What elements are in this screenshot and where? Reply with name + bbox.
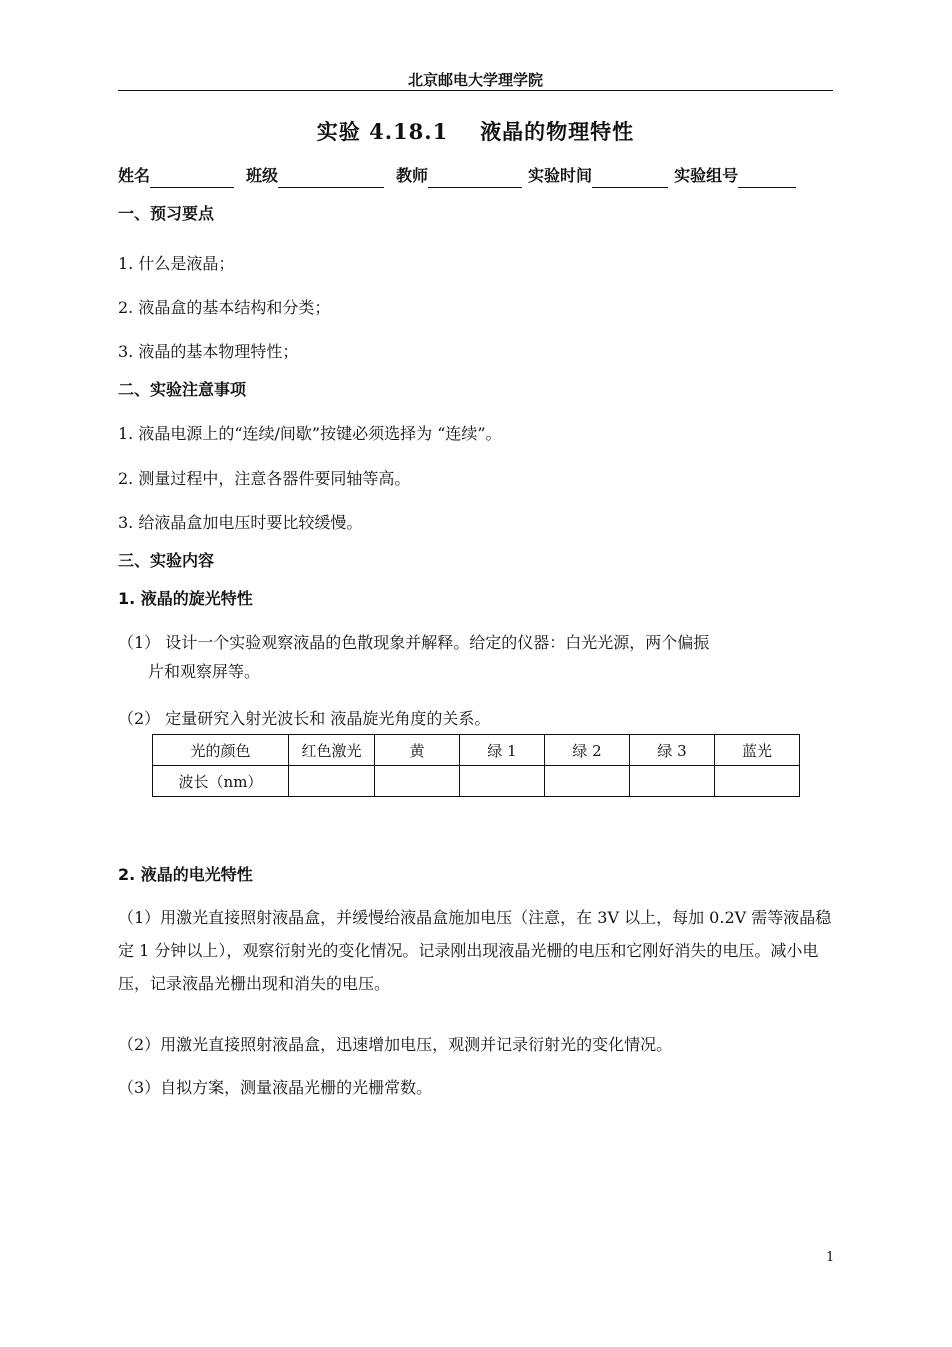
- part-1-item-2: （2） 定量研究入射光波长和 液晶旋光角度的关系。: [118, 709, 491, 728]
- time-blank: [592, 169, 668, 188]
- teacher-blank: [428, 169, 522, 188]
- experiment-title: [118, 118, 833, 146]
- prep-item-3: 3. 液晶的基本物理特性；: [118, 342, 299, 361]
- wavelength-table: [152, 734, 800, 797]
- part-2-heading: 2. 液晶的电光特性: [118, 865, 253, 884]
- part-1-item-1-line-2: 片和观察屏等。: [148, 662, 261, 681]
- table-empty-cell: [289, 766, 375, 797]
- part-1-heading: 1. 液晶的旋光特性: [118, 589, 253, 608]
- part-2-item-2: （2）用激光直接照射液晶盒，迅速增加电压，观测并记录衍射光的变化情况。: [118, 1035, 673, 1054]
- prep-item-1: 1. 什么是液晶；: [118, 254, 235, 273]
- page-number: 1: [826, 1250, 835, 1265]
- table-row: [153, 766, 800, 797]
- table-header-cell: 红色激光: [289, 735, 375, 766]
- table-header-cell: 绿 3: [630, 735, 715, 766]
- section-2-heading: 二、实验注意事项: [118, 380, 247, 399]
- teacher-label: 教师: [396, 166, 429, 185]
- part-1-item-1: [118, 628, 834, 686]
- caution-item-1: 1. 液晶电源上的“连续/间歇”按键必须选择为 “连续”。: [118, 424, 502, 443]
- table-header-cell: 蓝光: [715, 735, 800, 766]
- table-empty-cell: [715, 766, 800, 797]
- part-2-item-1: （1）用激光直接照射液晶盒，并缓慢给液晶盒施加电压（注意，在 3V 以上，每加 0.2V 需等液晶稳定 1 分钟以上），观察衍射光的变化情况。记录刚出现液晶光栅的电压和它刚好消失的电压。减小电压，记录液晶光栅出现和消失的电压。: [118, 908, 832, 993]
- table-row: [153, 735, 800, 766]
- table-header-cell: 黄: [375, 735, 460, 766]
- table-header-cell: 绿 1: [460, 735, 545, 766]
- class-blank: [278, 169, 384, 188]
- table-empty-cell: [630, 766, 715, 797]
- student-info-row: [118, 164, 833, 188]
- table-header-cell: 光的颜色: [153, 735, 289, 766]
- part-2-item-3: （3）自拟方案，测量液晶光栅的光栅常数。: [118, 1078, 433, 1097]
- time-label: 实验时间: [528, 166, 593, 185]
- name-blank: [150, 169, 234, 188]
- page-header: 北京邮电大学理学院: [118, 70, 833, 91]
- part-1-item-1-line-1: （1） 设计一个实验观察液晶的色散现象并解释。给定的仪器：白光光源，两个偏振: [118, 633, 710, 652]
- section-1-heading: 一、预习要点: [118, 204, 215, 223]
- table-header-cell: 绿 2: [545, 735, 630, 766]
- table-empty-cell: [375, 766, 460, 797]
- table-empty-cell: [545, 766, 630, 797]
- experiment-name: 液晶的物理特性: [480, 119, 635, 144]
- caution-item-2: 2. 测量过程中，注意各器件要同轴等高。: [118, 469, 411, 488]
- caution-item-3: 3. 给液晶盒加电压时要比较缓慢。: [118, 513, 363, 532]
- section-3-heading: 三、实验内容: [118, 551, 215, 570]
- table-row-label: 波长（nm）: [153, 766, 289, 797]
- class-label: 班级: [246, 166, 279, 185]
- prep-item-2: 2. 液晶盒的基本结构和分类；: [118, 298, 331, 317]
- experiment-number: 实验 4.18.1: [316, 119, 449, 144]
- group-label: 实验组号: [674, 166, 739, 185]
- table-empty-cell: [460, 766, 545, 797]
- group-blank: [738, 169, 796, 188]
- name-label: 姓名: [118, 166, 151, 185]
